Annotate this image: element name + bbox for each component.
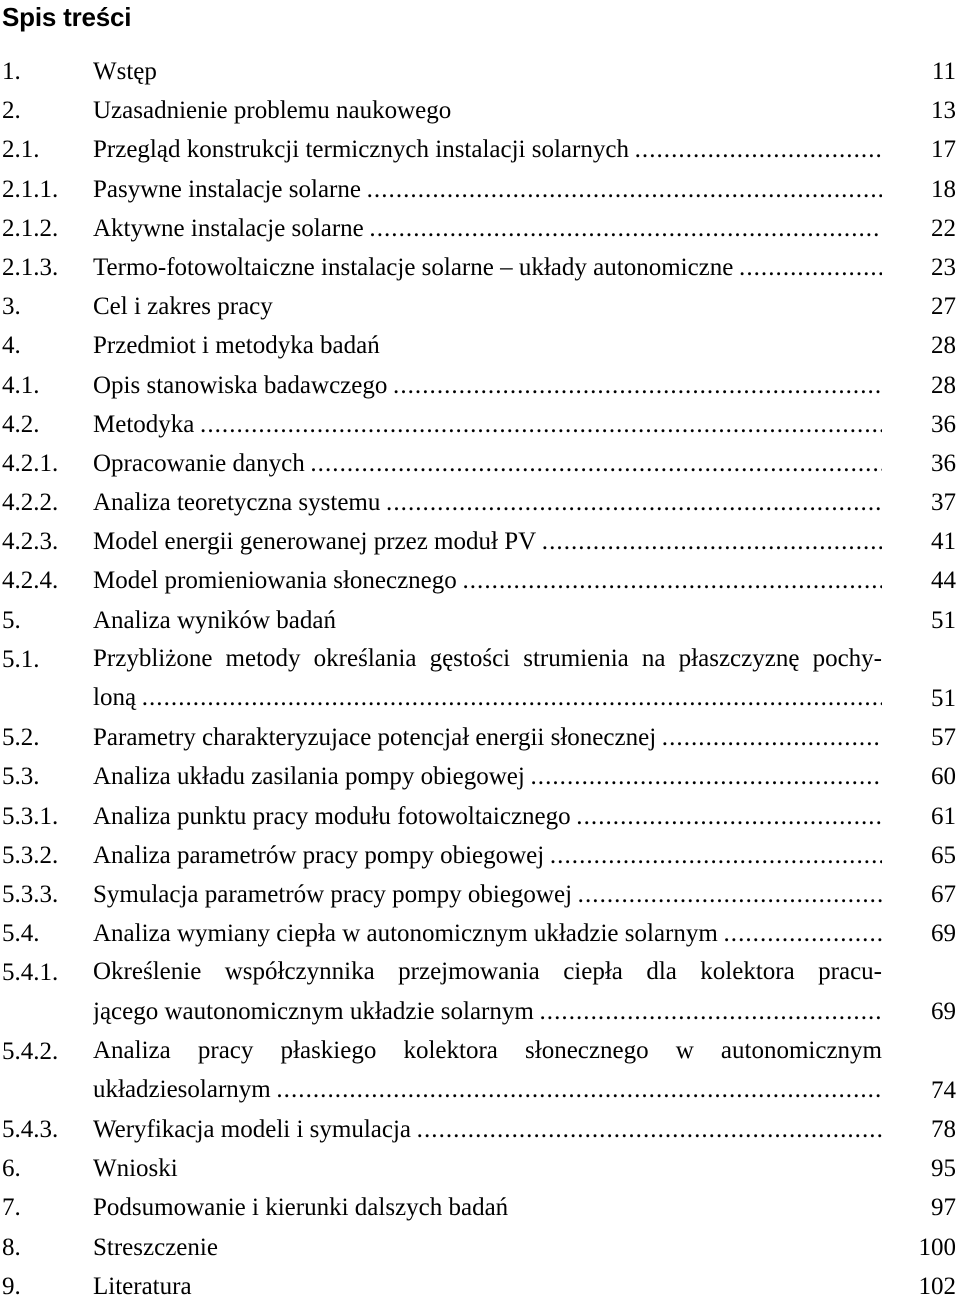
toc-entry-title: Analiza układu zasilania pompy obiegowej . . .: [93, 761, 882, 793]
toc-entry-number: 5.4.1.: [2, 959, 59, 987]
toc-entry-page: 95: [931, 1155, 956, 1183]
toc-entry-page: 13: [931, 97, 956, 125]
toc-entry[interactable]: [0, 953, 960, 1031]
toc-entry[interactable]: [0, 170, 960, 209]
toc-entry-page: 74: [931, 1076, 956, 1104]
toc-entry[interactable]: [0, 405, 960, 444]
toc-entry-page: 36: [931, 449, 956, 477]
toc-entry-number: 5.2.: [2, 724, 40, 752]
toc-entry-title: Analiza wymiany ciepła w autonomicznym układzie solarnym . . .: [93, 918, 882, 950]
toc-entry-page: 57: [931, 724, 956, 752]
toc-entry[interactable]: [0, 287, 960, 326]
toc-entry-page: 11: [931, 58, 956, 85]
toc-entry-page: 65: [931, 841, 956, 869]
toc-entry-page: 37: [931, 489, 956, 517]
toc-entry[interactable]: [0, 444, 960, 483]
toc-entry-title: Literatura: [93, 1272, 192, 1300]
toc-entry[interactable]: [0, 1032, 960, 1110]
toc-entry-title: Pasywne instalacje solarne . . .: [93, 174, 882, 206]
toc-entry-number: 2.1.3.: [2, 253, 59, 281]
toc-entry-title: Termo-fotowoltaiczne instalacje solarne – układy autonomiczne . . .: [93, 252, 882, 284]
toc-entry-title: Analiza punktu pracy modułu fotowoltaicznego . . .: [93, 801, 882, 833]
toc-entry-title: Przedmiot i metodyka badań: [93, 332, 380, 360]
toc-entry-number: 4.: [2, 332, 21, 360]
toc-entry-title: Model promieniowania słonecznego . . .: [93, 565, 882, 597]
toc-entry[interactable]: [0, 718, 960, 757]
toc-entry-page: 17: [931, 136, 956, 164]
toc-entry-number: 5.3.3.: [2, 880, 59, 908]
toc-entry-page: 41: [931, 528, 956, 556]
toc-entry-title: Przegląd konstrukcji termicznych instalacji solarnych . . .: [93, 134, 882, 166]
toc-entry-number: 9.: [2, 1272, 21, 1300]
toc-entry-page: 69: [931, 920, 956, 948]
toc-entry-number: 2.: [2, 97, 21, 125]
toc-entry-number: 7.: [2, 1194, 21, 1222]
toc-entry-page: 97: [931, 1194, 956, 1222]
toc-entry-page: 60: [931, 763, 956, 791]
toc-entry[interactable]: [0, 91, 960, 130]
toc-entry[interactable]: [0, 797, 960, 836]
toc-entry[interactable]: [0, 209, 960, 248]
toc-entry-title: Analiza parametrów pracy pompy obiegowej . . .: [93, 840, 882, 872]
toc-entry[interactable]: [0, 366, 960, 405]
toc-entry-page: 23: [931, 253, 956, 281]
toc-entry-title: Podsumowanie i kierunki dalszych badań: [93, 1194, 509, 1222]
toc-entry-title: Symulacja parametrów pracy pompy obiegowej . . .: [93, 879, 882, 911]
toc-entry[interactable]: [0, 130, 960, 169]
toc-entry-number: 1.: [2, 58, 21, 85]
toc-entry[interactable]: [0, 914, 960, 953]
toc-entry-title: Opis stanowiska badawczego . . .: [93, 370, 882, 402]
toc-entry-title: Cel i zakres pracy: [93, 293, 273, 321]
toc-entry[interactable]: [0, 52, 960, 91]
toc-entry[interactable]: [0, 875, 960, 914]
toc-entry-page: 51: [931, 606, 956, 634]
toc-entry-number: 5.4.: [2, 920, 40, 948]
toc-entry-page: 18: [931, 175, 956, 203]
toc-entry[interactable]: [0, 1228, 960, 1267]
toc-entry-number: 5.4.2.: [2, 1037, 59, 1065]
toc-entry-number: 2.1.2.: [2, 214, 59, 242]
toc-entry[interactable]: [0, 483, 960, 522]
toc-entry[interactable]: [0, 836, 960, 875]
toc-entry-title: Parametry charakteryzujace potencjał energii słonecznej . . .: [93, 722, 882, 754]
toc-entry[interactable]: [0, 1149, 960, 1188]
toc-entry-number: 2.1.: [2, 136, 40, 164]
toc-entry-page: 61: [931, 802, 956, 830]
toc-entry-title: Analiza teoretyczna systemu . . .: [93, 487, 882, 519]
toc-entry-number: 2.1.1.: [2, 175, 59, 203]
toc-entry[interactable]: [0, 248, 960, 287]
toc-entry-number: 5.3.: [2, 763, 40, 791]
toc-entry-number: 4.2.1.: [2, 449, 59, 477]
toc-entry[interactable]: [0, 522, 960, 561]
toc-entry-page: 36: [931, 410, 956, 438]
toc-entry-title: Wstęp: [93, 58, 157, 85]
toc-entry-page: 102: [918, 1272, 956, 1300]
toc-entry-page: 51: [931, 684, 956, 712]
toc-entry-title: Wnioski: [93, 1155, 178, 1183]
toc-entry-page: 44: [931, 567, 956, 595]
toc-entry-number: 5.1.: [2, 645, 40, 673]
toc-entry-number: 6.: [2, 1155, 21, 1183]
toc-entry-title: Określenie współczynnika przejmowania ciepła dla kolektora pracu- jącego wautonomicznym układzie solarnym . . .: [93, 952, 882, 1030]
toc-entry-page: 69: [931, 998, 956, 1026]
toc-entry-number: 4.2.: [2, 410, 40, 438]
toc-entry-number: 5.: [2, 606, 21, 634]
toc-entry-title: Aktywne instalacje solarne . . .: [93, 213, 882, 245]
toc-entry-title: Przybliżone metody określania gęstości strumienia na płaszczyznę pochy- loną . . .: [93, 639, 882, 717]
toc-entry-title: Uzasadnienie problemu naukowego: [93, 97, 452, 125]
toc-entry-page: 67: [931, 880, 956, 908]
toc-entry-title: Opracowanie danych . . .: [93, 448, 882, 480]
toc-entry[interactable]: [0, 601, 960, 640]
toc-entry-page: 100: [918, 1233, 956, 1261]
toc-entry[interactable]: [0, 1188, 960, 1227]
toc-entry-page: 28: [931, 371, 956, 399]
toc-entry-page: 28: [931, 332, 956, 360]
toc-entry-title: Streszczenie: [93, 1233, 218, 1261]
toc-entry-title: Weryfikacja modeli i symulacja . . .: [93, 1114, 882, 1146]
toc-entry-number: 5.3.2.: [2, 841, 59, 869]
toc-entry[interactable]: [0, 561, 960, 600]
toc-entry-number: 5.3.1.: [2, 802, 59, 830]
toc-entry-page: 22: [931, 214, 956, 242]
toc-entry-number: 5.4.3.: [2, 1116, 59, 1144]
toc-heading: Spis treści: [2, 2, 132, 32]
toc-entry-title: Model energii generowanej przez moduł PV . . .: [93, 526, 882, 558]
toc-entry-number: 4.2.4.: [2, 567, 59, 595]
toc-entry-number: 4.1.: [2, 371, 40, 399]
toc-entry[interactable]: [0, 326, 960, 365]
toc-entry-title: Analiza wyników badań: [93, 606, 336, 634]
toc-entry[interactable]: [0, 1110, 960, 1149]
toc-entry[interactable]: [0, 757, 960, 796]
toc-entry-number: 4.2.2.: [2, 489, 59, 517]
toc-entry-number: 4.2.3.: [2, 528, 59, 556]
toc-entry-number: 3.: [2, 293, 21, 321]
table-of-contents: [0, 52, 960, 1306]
toc-entry-page: 78: [931, 1116, 956, 1144]
toc-entry-title: Metodyka . . .: [93, 409, 882, 441]
toc-entry-number: 8.: [2, 1233, 21, 1261]
toc-entry-title: Analiza pracy płaskiego kolektora słonecznego w autonomicznym układziesolarnym . . .: [93, 1031, 882, 1109]
toc-entry[interactable]: [0, 1267, 960, 1306]
toc-entry-page: 27: [931, 293, 956, 321]
toc-entry[interactable]: [0, 640, 960, 718]
